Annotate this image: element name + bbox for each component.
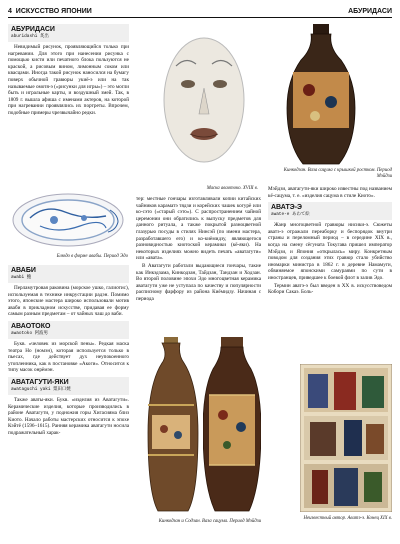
entry-title: АВАОТОКО — [11, 322, 51, 330]
caption-awate-e-print: Неизвестный автор. Аватэ-э. Конец XIX в. — [303, 516, 392, 521]
entry-title: АВАТЭ-Э — [271, 204, 303, 212]
body-paragraph: Также аваты-яки. Букв. «изделия из Аватагути». Керамические изделия, которые производились в районе Аватагути, у подножия горы Хигасияма близ Киото. Начало работы мастерских относится к эпохе Кэйтё (1596–1615). Ранняя керамика аватагути носила подражательный харак- — [8, 396, 129, 436]
entry-romanization: awataguchi yaki 粟田口焼 — [11, 386, 71, 392]
entry-header-awabi — [8, 265, 129, 283]
entry-romanization: awate-e あわて絵 — [271, 212, 310, 218]
entry-header-awaotoko — [8, 321, 129, 339]
entry-title: АБУРИДАСИ — [11, 26, 55, 33]
entry-title: АВАБИ — [11, 267, 36, 274]
column-2 — [136, 196, 261, 304]
body-paragraph: Букв. «человек из морской пены». Редкая маска театра Но (номэн), которая используется только в пьесах, где действует дух неупокоенного утопленника, как в постановке «Акоги». Относится к типу масок онрёмэн. — [8, 340, 129, 374]
column-1-lower — [8, 262, 129, 438]
header-left — [8, 8, 92, 15]
vase-image-right — [203, 335, 261, 515]
body-paragraph: Жанр многоцветной гравюры нисики-э. Сюжеты аватэ-э отражали переаборку и беспорядок внутри страны и переломный период – в середине XIX в., когда на смену сёгуната Токугава пришел император Мэйдзи, и Япония «открылась» миру. Конкретным поводом для создания этих гравюр стало убийство иномарки министра в 1862 г. в деревне Намамуги, обвиняемое японскими самураями по сути в иностранцев, приведшее к боевой флот в залив Эдо. — [268, 222, 392, 281]
entry-header-awate-e — [268, 202, 392, 220]
plate-image — [10, 190, 128, 252]
kinkozan-vase-image — [283, 22, 359, 166]
caption-vases: Кинкодзан и Содзан. Ваза сацума. Период Мэйдзи — [158, 519, 261, 524]
entry-title: АВАТАГУТИ-ЯКИ — [11, 378, 69, 386]
body-paragraph: тер: местные гончары изготавливали копии китайских чайников караматэ тядзи и корейских чашек когурё или ко-сэто («старый сэто»). С распространением чайной церемонии они обратились к выпуску предметов для данного ритуала, а также покрытой разноцветной глазурью посуды в стилях Нинсэй (по имени мастера, разработавшего его) и ко-киёмидзу, являющегося разновидностью киотоской керамики (кё-яки). На некоторых изделиях можно видеть печать «аватагути» или «авата». — [136, 196, 261, 262]
body-paragraph: Мэйдзи, аватагути-яки широко известны под названием кё-сацума, т. е. «изделия сацума в стиле Киото». — [268, 186, 392, 199]
body-paragraph: Перламутровая раковина (морское ушко, галиотис), используемая в технике инкрустации радэн. Помимо этого, японские мастера широко использовали мотив аваби в прикладном искусстве, придавая ее форму самым разным предметам – от чайных чаш до ваби. — [8, 285, 129, 318]
mask-image — [150, 22, 258, 184]
running-head: АБУРИДАСИ — [348, 8, 392, 15]
column-1 — [8, 21, 129, 118]
caption-mask: Маска авaотоко. XVIII в. — [206, 186, 258, 191]
column-3 — [268, 186, 392, 297]
entry-romanization: aburidashi 炙出 — [11, 34, 49, 39]
body-paragraph: Невидимый рисунок, проявляющийся только при нагревании. Для этого при нанесении рисунка с помощью кисти или печатного блока пользуются не краской, а рисовым вином, лимонным соком или квасцами. Иногда такой рисунок наносился на бумагу поверх обычной гравюры укиё-э или на так называемые омотя-э («рисунки для игры») – это могли быть и игральные карты, и воздушный змей. Так, в 1809 г. вышла афиша с именами актеров, на которой при нагревании проявлялись их портреты. Впрочем, подобные примеры чрезвычайно редки. — [8, 44, 129, 116]
caption-plate: Блюдо в форме авабы. Период Эдо — [56, 254, 128, 259]
entry-romanization: awabi 鮑 — [11, 275, 32, 280]
section-title: ИСКУССТВО ЯПОНИИ — [15, 8, 92, 15]
body-paragraph: В Аватагути работали выдающиеся гончары, такие как Инкэдзама, Кинкодзан, Тайдзан, Тандзан и Ходзан. Во второй половине эпохи Эдо многоцветная керамика аватагути уже не уступала по качеству и популярности расписному фарфору из района Киёмидзу. Начиная с периода — [136, 262, 261, 302]
vase-image-left — [142, 335, 200, 515]
entry-header-awataguchi — [8, 377, 129, 395]
body-paragraph: Термин аватэ-э был введен в ХХ в. искусствоведом Кобори Сакаэ. Боль- — [268, 282, 392, 296]
entry-romanization: awaotoko 阿波男 — [11, 330, 48, 336]
header-rule — [8, 17, 392, 18]
entry-header-aburidasi — [8, 24, 129, 42]
awate-e-print-image — [300, 364, 392, 512]
caption-kinkozan-vase: Кинкодзан. Ваза сацума с крышкой ростком. Период Мэйдзи — [283, 168, 392, 179]
page-number: 4 — [8, 8, 12, 15]
